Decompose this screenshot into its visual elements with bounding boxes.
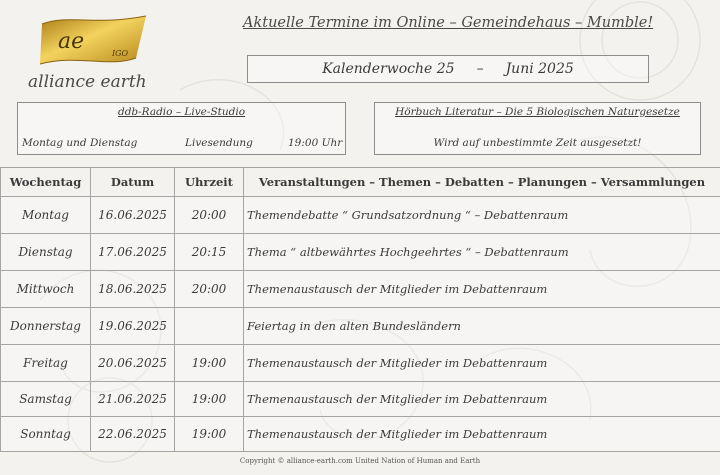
table-row — [1, 234, 720, 271]
week-label: Kalenderwoche 25 — [322, 61, 455, 77]
logo-badge: IGO — [112, 49, 129, 58]
table-row — [1, 271, 720, 308]
table-row — [1, 382, 720, 417]
column-header-weekday: Wochentag — [1, 168, 91, 197]
schedule-table — [0, 167, 720, 452]
table-row — [1, 308, 720, 345]
radio-days: Montag und Dienstag — [22, 137, 138, 149]
row-date: 17.06.2025 — [91, 234, 175, 271]
row-event: Themenaustausch der Mitglieder im Debattenraum — [244, 417, 720, 452]
week-banner — [247, 55, 649, 83]
row-time: 20:00 — [175, 271, 244, 308]
week-dash: – — [476, 61, 484, 77]
table-row — [1, 417, 720, 452]
row-date: 22.06.2025 — [91, 417, 175, 452]
copyright-footer: Copyright © alliance-earth.com United Nation of Human and Earth — [239, 457, 481, 465]
row-date: 16.06.2025 — [91, 197, 175, 234]
golden-ribbon-logo — [38, 12, 148, 70]
audiobook-status: Wird auf unbestimmte Zeit ausgesetzt! — [433, 137, 642, 149]
radio-time: 19:00 Uhr — [288, 137, 343, 149]
row-date: 20.06.2025 — [91, 345, 175, 382]
row-day: Freitag — [1, 345, 91, 382]
logo-mark: ae — [58, 29, 85, 54]
radio-type: Livesendung — [185, 137, 253, 149]
alliance-earth-logo[interactable] — [26, 12, 156, 92]
table-row — [1, 345, 720, 382]
row-date: 21.06.2025 — [91, 382, 175, 417]
row-event: Themenaustausch der Mitglieder im Debattenraum — [244, 271, 720, 308]
row-day: Montag — [1, 197, 91, 234]
row-time — [175, 308, 244, 345]
table-header-row — [1, 168, 720, 197]
row-day: Donnerstag — [1, 308, 91, 345]
logo-name: alliance earth — [28, 72, 147, 92]
radio-title: ddb-Radio – Live-Studio — [117, 106, 246, 118]
row-event: Themenaustausch der Mitglieder im Debattenraum — [244, 382, 720, 417]
month-label: Juni 2025 — [505, 61, 574, 77]
row-date: 19.06.2025 — [91, 308, 175, 345]
column-header-date: Datum — [91, 168, 175, 197]
row-time: 20:00 — [175, 197, 244, 234]
row-day: Mittwoch — [1, 271, 91, 308]
row-day: Dienstag — [1, 234, 91, 271]
radio-info-box — [17, 102, 346, 155]
audiobook-title: Hörbuch Literatur – Die 5 Biologischen Naturgesetze — [395, 106, 680, 118]
row-date: 18.06.2025 — [91, 271, 175, 308]
row-event: Themendebatte “ Grundsatzordnung “ – Debattenraum — [244, 197, 720, 234]
row-event: Feiertag in den alten Bundesländern — [244, 308, 720, 345]
row-day: Samstag — [1, 382, 91, 417]
row-event: Themenaustausch der Mitglieder im Debattenraum — [244, 345, 720, 382]
page-title: Aktuelle Termine im Online – Gemeindehaus – Mumble! — [243, 15, 654, 31]
row-time: 19:00 — [175, 345, 244, 382]
row-event: Thema “ altbewährtes Hochgeehrtes “ – Debattenraum — [244, 234, 720, 271]
row-time: 19:00 — [175, 382, 244, 417]
column-header-time: Uhrzeit — [175, 168, 244, 197]
audiobook-info-box — [374, 102, 701, 155]
row-time: 19:00 — [175, 417, 244, 452]
table-row — [1, 197, 720, 234]
column-header-events: Veranstaltungen – Themen – Debatten – Planungen – Versammlungen — [244, 168, 720, 197]
row-day: Sonntag — [1, 417, 91, 452]
row-time: 20:15 — [175, 234, 244, 271]
